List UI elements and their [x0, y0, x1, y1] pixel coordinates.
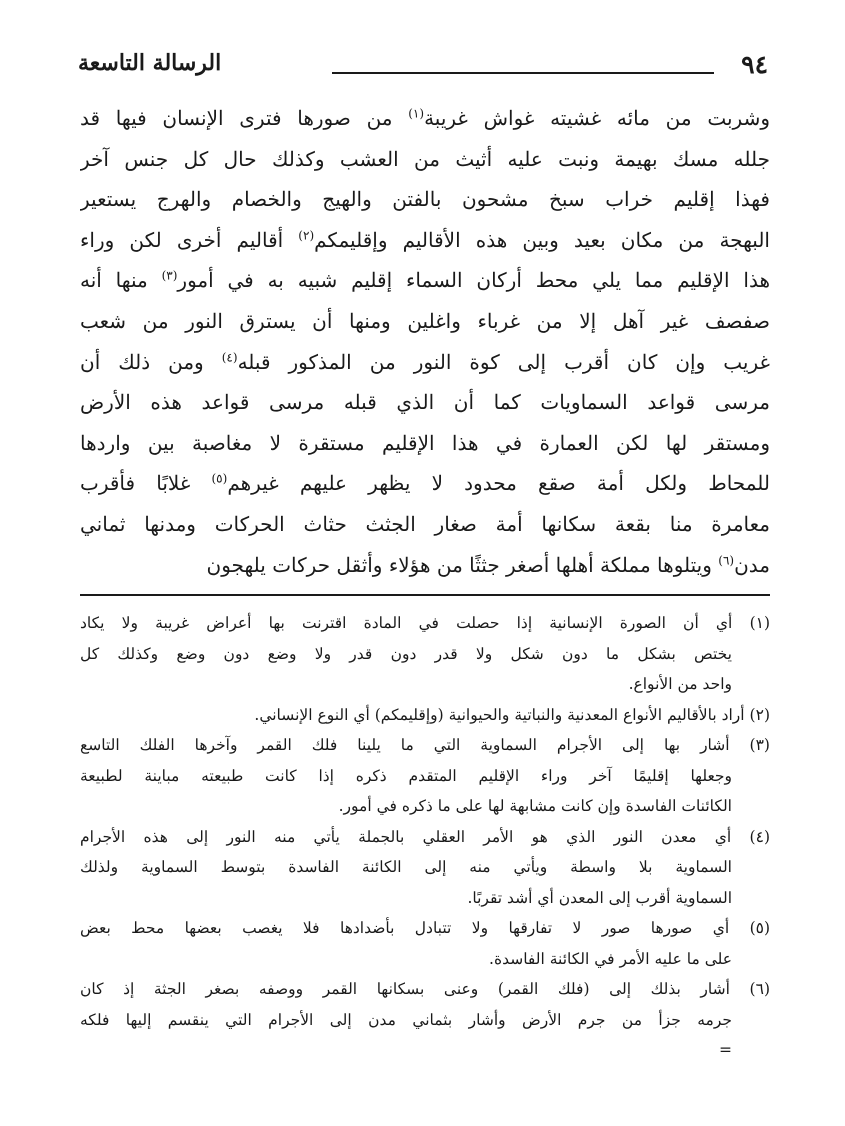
footnote-line [80, 669, 770, 700]
footnote-number: (١) [749, 614, 770, 632]
line-text-continued: من صورها فترى الإنسان فيها قد [80, 106, 409, 130]
footnote-line [80, 822, 770, 853]
line-text: صفصف غير آهل إلا من غرباء واغلين ومنها أن يسترق النور من شعب [80, 308, 770, 333]
footnote [80, 822, 770, 914]
footnote-text: الكائنات الفاسدة وإن كانت مشابهة لها على ما ذكره في أمور. [338, 797, 732, 815]
footnote-text: أي معدن النور الذي هو الأمر العقلي بالجملة يأتي منه النور إلى هذه الأجرام [80, 827, 732, 846]
body-line [80, 342, 770, 383]
line-text: للمحاط ولكل أمة صقع محدود لا يظهر عليهم غيرهم [227, 471, 770, 496]
footnote [80, 974, 770, 1066]
footnote-text: أشار بذلك إلى (فلك القمر) وعنى بسكانها القمر ووصفه بصغر الجثة إذ كان [80, 980, 730, 998]
body-line [80, 463, 770, 504]
line-text-continued: ومن ذلك أن [80, 349, 222, 374]
footnote-text: أشار بها إلى الأجرام السماوية التي ما يلينا فلك القمر وآخرها الفلك التاسع [80, 736, 730, 754]
line-text: معامرة منا بقعة سكانها أمة صغار الجثث حثاث الحركات ومدنها ثماني [80, 511, 770, 536]
footnote-line [80, 913, 770, 944]
line-text: فهذا إقليم خراب سبخ مشحون بالفتن والهيج والخصام والهرج يستعير [80, 187, 770, 212]
line-text: ومستقر لها لكن العمارة في هذا الإقليم مستقرة لا مغاصبة بين واردها [80, 430, 770, 455]
footnote-line [80, 730, 770, 761]
page-number: ٩٤ [741, 50, 768, 79]
footnote-number: (٦) [749, 980, 770, 998]
line-text: البهجة من مكان بعيد وبين هذه الأقاليم وإقليمكم [314, 227, 770, 252]
body-text [80, 98, 770, 585]
line-text-continued: غلابًا فأقرب [80, 471, 212, 496]
footnote-text: السماوية أقرب إلى المعدن أي أشد تقربًا. [467, 888, 732, 907]
footnotes [80, 608, 770, 1066]
body-line [80, 504, 770, 545]
footnote-number: (٥) [749, 919, 770, 937]
footnote [80, 730, 770, 822]
footnote-text: وجعلها إقليمًا آخر وراء الإقليم المتقدم ذكره إذا كانت طبيعته مباينة لطبيعة [80, 766, 732, 785]
footnote-text: جرمه جزأ من جرم الأرض وأشار بثماني مدن إلى الأجرام التي ينقسم إليها فلكه [80, 1010, 732, 1029]
footnote-line [80, 883, 770, 914]
footnote-line [80, 761, 770, 792]
footnote-line [80, 639, 770, 670]
body-line [80, 220, 770, 261]
footnote-marker: (٥) [211, 471, 228, 486]
body-line [80, 545, 770, 586]
footnote-marker: (١) [408, 106, 425, 121]
line-text: مرسى قواعد السماويات كما أن الذي قبله مرسى قواعد هذه الأرض [80, 390, 770, 415]
line-text: هذا الإقليم مما يلي محط أركان السماء إقليم شبيه به في أمور [177, 268, 770, 293]
footnote-line [80, 608, 770, 639]
footnote-number: (٤) [749, 827, 770, 846]
footnote-text: يختص بشكل ما دون شكل ولا قدر دون قدر ولا وضع دون وضع وكذلك كل [80, 644, 732, 663]
body-line [80, 382, 770, 423]
body-line [80, 179, 770, 220]
line-text-continued: ويتلوها مملكة أهلها أصغر جثثًا من هؤلاء وأثقل حركات يلهجون [206, 552, 719, 577]
footnote-line [80, 944, 770, 975]
footnote-line [80, 1005, 770, 1036]
footnote-number: (٢) [749, 705, 770, 724]
line-text: مدن [734, 552, 770, 577]
running-title: الرسالة التاسعة [78, 50, 222, 76]
footnote-text: على ما عليه الأمر في الكائنة الفاسدة. [489, 949, 732, 968]
footnote [80, 913, 770, 974]
header-rule [332, 72, 714, 74]
footnote [80, 608, 770, 700]
footnote-text: أي أن الصورة الإنسانية إذا حصلت في المادة اقترنت بها أعراض غريبة ولا يكاد [80, 614, 733, 632]
page-header [78, 48, 768, 88]
body-line [80, 260, 770, 301]
footnote-line [80, 852, 770, 883]
footnote-line [80, 1035, 770, 1066]
line-text: جلله مسك بهيمة ونبت عليه أثيث من العشب وكذلك حال كل جنس آخر [80, 146, 770, 171]
footnote-number: (٣) [749, 736, 770, 754]
footnote [80, 700, 770, 731]
footnote-text: السماوية بلا واسطة ويأتي منه إلى الكائنة الفاسدة بتوسط السماوية ولذلك [80, 858, 732, 876]
footnote-line [80, 700, 770, 731]
footnote-text: أراد بالأقاليم الأنواع المعدنية والنباتية والحيوانية (وإقليمكم) أي النوع الإنساني. [254, 705, 745, 724]
line-text: غريب وإن كان أقرب إلى كوة النور من المذكور قبله [237, 349, 770, 374]
footnote-line [80, 974, 770, 1005]
body-line [80, 301, 770, 342]
footnote-line [80, 791, 770, 822]
body-line [80, 98, 770, 139]
footnote-text: أي صورها صور لا تفارقها ولا تتبادل بأضدادها فلا يغصب بعضها محط بعض [80, 919, 730, 937]
body-line [80, 423, 770, 464]
footnote-marker: (٢) [298, 228, 315, 243]
footnote-marker: (٣) [161, 268, 178, 283]
footnote-text: واحد من الأنواع. [628, 675, 732, 693]
footnote-marker: (٤) [221, 349, 238, 364]
footnote-marker: (٦) [718, 552, 735, 567]
line-text-continued: منها أنه [80, 268, 162, 293]
line-text-continued: أقاليم أخرى لكن وراء [80, 227, 299, 252]
line-text: وشربت من مائه غشيته غواش غريبة [424, 106, 770, 130]
body-line [80, 139, 770, 180]
footnote-separator [80, 594, 770, 596]
footnote-text: = [719, 1041, 732, 1059]
